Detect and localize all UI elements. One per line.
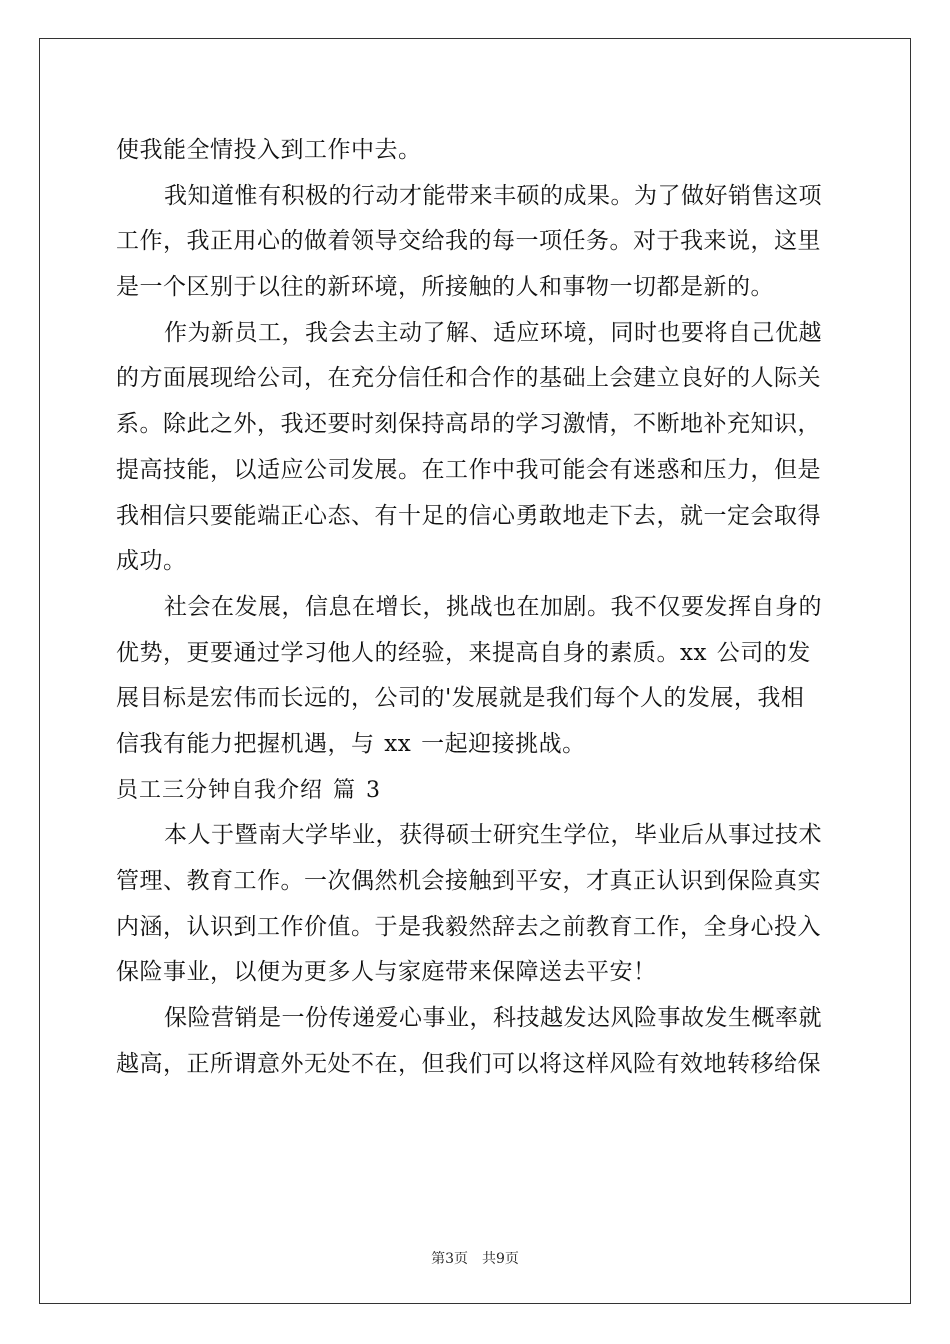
text-line: 使我能全情投入到工作中去。 [116,137,422,163]
text-line: 越高，正所谓意外无处不在，但我们可以将这样风险有效地转移给保 [116,1050,821,1077]
text-line: 成功。 [116,548,187,575]
text-line: 展目标是宏伟而长远的，公司的'发展就是我们每个人的发展，我相 [116,685,805,712]
text-line: 的方面展现给公司，在充分信任和合作的基础上会建立良好的人际关 [116,365,821,392]
page-number: 第3页 [431,1251,468,1267]
text-line: 内涵，认识到工作价值。于是我毅然辞去之前教育工作，全身心投入 [116,913,821,940]
document-body [116,128,834,1087]
text-line: 优势，更要通过学习他人的经验，来提高自身的素质。xx 公司的发 [116,639,811,666]
page-total: 共9页 [482,1251,519,1267]
text-line: 工作，我正用心的做着领导交给我的每一项任务。对于我来说，这里 [116,228,821,255]
text-line: 我相信只要能端正心态、有十足的信心勇敢地走下去，就一定会取得 [116,502,821,529]
text-line: 社会在发展，信息在增长，挑战也在加剧。我不仅要发挥自身的 [164,593,822,620]
text-line: 管理、教育工作。一次偶然机会接触到平安，才真正认识到保险真实 [116,868,821,894]
text-line: 本人于暨南大学毕业，获得硕士研究生学位，毕业后从事过技术 [164,822,822,849]
text-line: 作为新员工，我会去主动了解、适应环境，同时也要将自己优越 [164,319,822,346]
text-line: 信我有能力把握机遇，与 xx 一起迎接挑战。 [116,730,586,757]
page-footer [0,1248,950,1268]
text-line: 提高技能，以适应公司发展。在工作中我可能会有迷惑和压力，但是 [116,456,821,483]
text-line: 保险营销是一份传递爱心事业，科技越发达风险事故发生概率就 [164,1005,822,1032]
text-line: 是一个区别于以往的新环境，所接触的人和事物一切都是新的。 [116,274,774,301]
text-line: 系。除此之外，我还要时刻保持高昂的学习激情，不断地补充知识， [116,411,821,438]
text-line: 保险事业，以便为更多人与家庭带来保障送去平安！ [116,959,657,986]
section-heading: 员工三分钟自我介绍 篇 3 [116,777,381,803]
text-line: 我知道惟有积极的行动才能带来丰硕的成果。为了做好销售这项 [164,182,822,209]
